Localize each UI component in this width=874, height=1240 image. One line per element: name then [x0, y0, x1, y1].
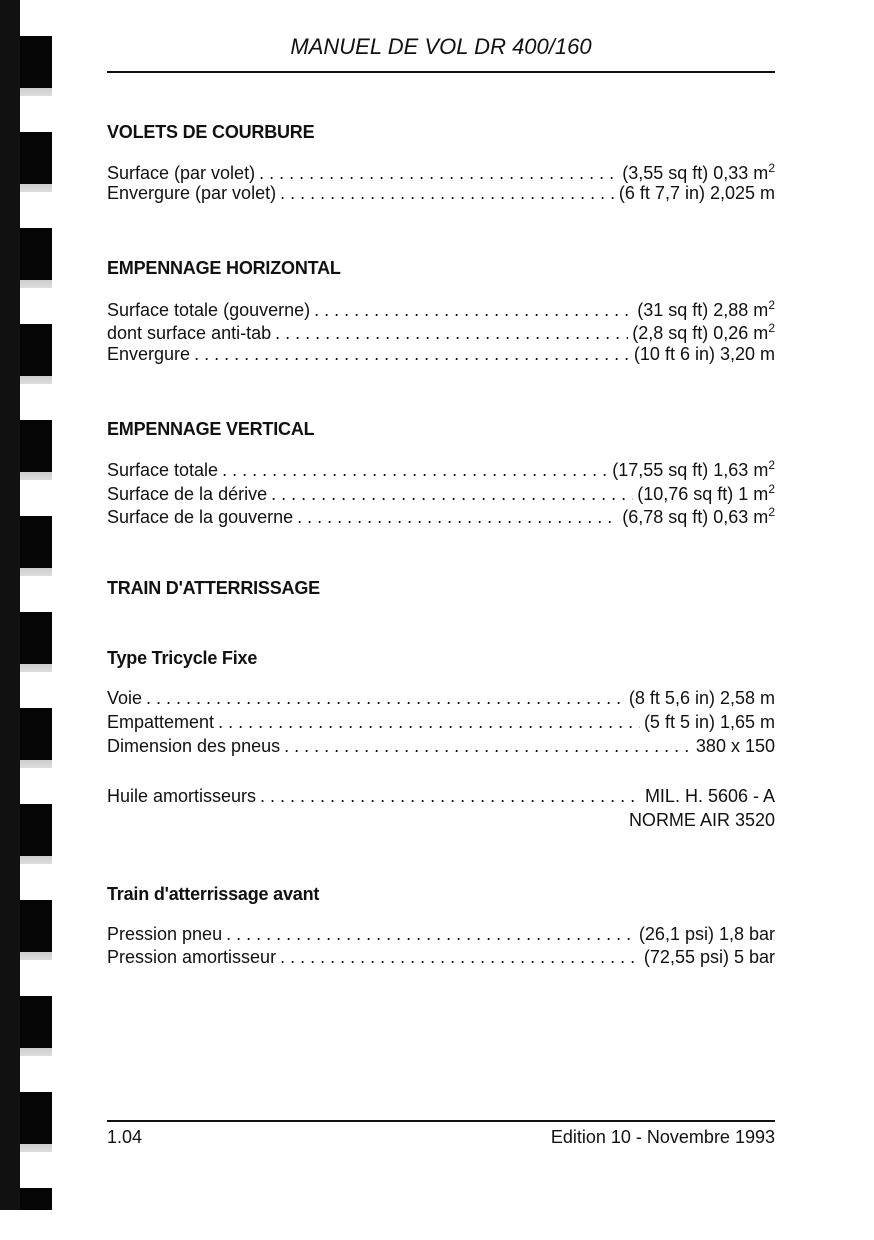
spec-label: Surface de la gouverne: [107, 507, 294, 527]
section-heading: VOLETS DE COURBURE: [107, 122, 315, 142]
spec-value: [634, 344, 775, 365]
spec-value-text: 380 x 150: [695, 736, 775, 756]
spec-value-text: (6,78 sq ft) 0,63 m: [622, 507, 769, 527]
spec-label: Surface (par volet): [107, 163, 256, 183]
footer-rule: [107, 1120, 775, 1122]
spec-value: [622, 161, 775, 184]
dot-leader: [284, 736, 692, 757]
spec-value-text: (26,1 psi) 1,8 bar: [638, 924, 775, 944]
spec-value-text: (17,55 sq ft) 1,63 m: [612, 460, 769, 480]
dot-leader: [314, 300, 633, 321]
spec-label: Surface de la dérive: [107, 484, 268, 504]
spec-label: Huile amortisseurs: [107, 786, 257, 806]
spec-value-text: (10 ft 6 in) 3,20 m: [633, 344, 775, 364]
spec-label: Pression pneu: [107, 924, 223, 944]
unit-exponent: 2: [768, 298, 775, 312]
spec-row: [107, 924, 775, 945]
spec-label: Envergure (par volet): [107, 183, 277, 203]
spec-row: [107, 712, 775, 733]
dot-leader: [226, 924, 635, 945]
spec-value-text: (8 ft 5,6 in) 2,58 m: [628, 688, 775, 708]
spec-value: [644, 947, 775, 968]
spec-value-text: (31 sq ft) 2,88 m: [637, 300, 769, 320]
spec-value: [696, 736, 775, 757]
spec-label: Voie: [107, 688, 143, 708]
unit-exponent: 2: [768, 505, 775, 519]
spec-row: [107, 947, 775, 968]
spec-value: [645, 786, 775, 807]
section-heading: Train d'atterrissage avant: [107, 884, 320, 904]
spec-value: [622, 505, 775, 528]
spec-value: [637, 298, 775, 321]
section-heading: TRAIN D'ATTERRISSAGE: [107, 578, 320, 598]
spec-row: [107, 482, 775, 505]
dot-leader: [275, 323, 628, 344]
unit-exponent: 2: [768, 161, 775, 175]
spec-row: [107, 786, 775, 807]
spec-value-continuation: NORME AIR 3520: [628, 810, 775, 830]
spec-value: [637, 482, 775, 505]
dot-leader: [271, 484, 633, 505]
spec-row: [107, 298, 775, 321]
dot-leader: [222, 460, 608, 481]
dot-leader: [218, 712, 640, 733]
binding-edge: [0, 0, 20, 1210]
dot-leader: [280, 947, 640, 968]
spec-value-text: (10,76 sq ft) 1 m: [637, 484, 769, 504]
spec-label: Pression amortisseur: [107, 947, 277, 967]
spec-value-text: (5 ft 5 in) 1,65 m: [643, 712, 775, 732]
spec-value: [632, 321, 775, 344]
spec-value-text: (2,8 sq ft) 0,26 m: [632, 323, 769, 343]
spec-value-text: (3,55 sq ft) 0,33 m: [622, 163, 769, 183]
page-number: 1.04: [107, 1127, 143, 1147]
spec-value-text: MIL. H. 5606 - A: [644, 786, 775, 806]
spec-value: [644, 712, 775, 733]
spec-value: [612, 458, 775, 481]
spec-row: [107, 183, 775, 204]
spec-label: dont surface anti-tab: [107, 323, 272, 343]
spec-row: [107, 321, 775, 344]
spec-label: Surface totale: [107, 460, 219, 480]
spec-row: [107, 505, 775, 528]
dot-leader: [280, 183, 615, 204]
section-heading: EMPENNAGE HORIZONTAL: [107, 258, 341, 278]
edition-date: Edition 10 - Novembre 1993: [550, 1127, 775, 1147]
spec-row: [107, 736, 775, 757]
spec-value-text: (6 ft 7,7 in) 2,025 m: [618, 183, 775, 203]
spec-label: Envergure: [107, 344, 191, 364]
spec-label: Empattement: [107, 712, 215, 732]
spec-label: Dimension des pneus: [107, 736, 281, 756]
spec-row: [107, 161, 775, 184]
page-header-title: MANUEL DE VOL DR 400/160: [290, 34, 592, 59]
dot-leader: [260, 786, 641, 807]
header-rule: [107, 71, 775, 73]
unit-exponent: 2: [768, 321, 775, 335]
spec-value: [639, 924, 775, 945]
spec-row: [107, 688, 775, 709]
spec-value-text: (72,55 psi) 5 bar: [643, 947, 775, 967]
spec-row: [107, 458, 775, 481]
dot-leader: [259, 163, 618, 184]
section-heading: EMPENNAGE VERTICAL: [107, 419, 315, 439]
spec-value: [629, 688, 775, 709]
dot-leader: [297, 507, 618, 528]
unit-exponent: 2: [768, 482, 775, 496]
section-heading: Type Tricycle Fixe: [107, 648, 258, 668]
spec-value: [619, 183, 775, 204]
dot-leader: [194, 344, 630, 365]
dot-leader: [146, 688, 625, 709]
spec-row: [107, 344, 775, 365]
unit-exponent: 2: [768, 458, 775, 472]
spec-label: Surface totale (gouverne): [107, 300, 311, 320]
